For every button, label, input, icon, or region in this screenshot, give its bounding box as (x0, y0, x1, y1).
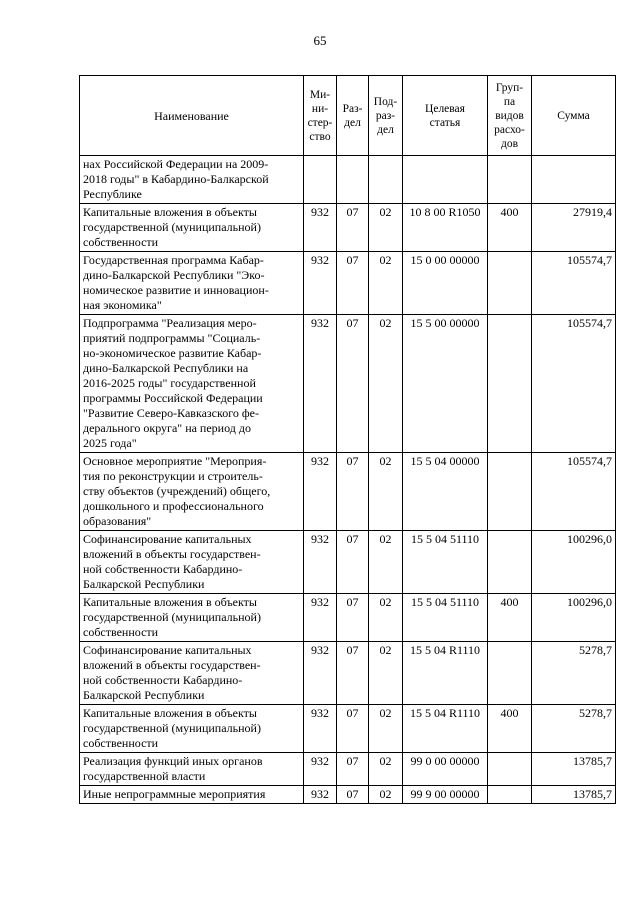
cell-expense-group (488, 315, 532, 453)
cell-section: 07 (337, 594, 369, 642)
cell-expense-group (488, 531, 532, 594)
header-section: Раз- дел (337, 76, 369, 156)
cell-name: Капитальные вложения в объекты государственной (муниципальной) собственности (80, 204, 304, 252)
cell-section: 07 (337, 531, 369, 594)
cell-section: 07 (337, 252, 369, 315)
cell-name: Государственная программа Кабар- дино-Балкарской Республики "Эко- номическое развитие и инновацион- ная экономика" (80, 252, 304, 315)
cell-target-article: 99 9 00 00000 (403, 786, 488, 804)
table-row (80, 642, 616, 705)
cell-ministry: 932 (304, 204, 337, 252)
cell-ministry: 932 (304, 531, 337, 594)
budget-table (79, 75, 616, 804)
cell-subsection: 02 (369, 642, 403, 705)
cell-target-article (403, 156, 488, 204)
cell-sum: 13785,7 (532, 753, 616, 786)
header-sum: Сумма (532, 76, 616, 156)
header-name: Наименование (80, 76, 304, 156)
table-row (80, 594, 616, 642)
header-expense-group: Груп- па видов расхо- дов (488, 76, 532, 156)
cell-section (337, 156, 369, 204)
cell-expense-group: 400 (488, 594, 532, 642)
cell-target-article: 15 0 00 00000 (403, 252, 488, 315)
cell-name: Софинансирование капитальных вложений в объекты государствен- ной собственности Кабардино- Балкарской Республики (80, 642, 304, 705)
cell-ministry: 932 (304, 453, 337, 531)
table-header-row (80, 76, 616, 156)
cell-name: Иные непрограммные мероприятия (80, 786, 304, 804)
cell-target-article: 15 5 04 51110 (403, 594, 488, 642)
table-row (80, 453, 616, 531)
page-number: 65 (313, 33, 327, 48)
cell-ministry: 932 (304, 252, 337, 315)
cell-subsection: 02 (369, 594, 403, 642)
cell-sum: 105574,7 (532, 315, 616, 453)
table-row (80, 204, 616, 252)
cell-section: 07 (337, 642, 369, 705)
header-target-article: Целевая статья (403, 76, 488, 156)
header-ministry: Ми- ни- стер- ство (304, 76, 337, 156)
cell-ministry (304, 156, 337, 204)
cell-sum: 100296,0 (532, 531, 616, 594)
cell-name: Подпрограмма "Реализация меро- приятий подпрограммы "Социаль- но-экономическое развитие Кабар- дино-Балкарской Республики на 2016-2025 годы" государственной программы Российской Федерации "Развитие Северо-Кавказского фе- дерального округа" на период до 2025 года" (80, 315, 304, 453)
cell-section: 07 (337, 204, 369, 252)
cell-expense-group: 400 (488, 204, 532, 252)
cell-name: Капитальные вложения в объекты государственной (муниципальной) собственности (80, 594, 304, 642)
cell-ministry: 932 (304, 642, 337, 705)
cell-target-article: 15 5 00 00000 (403, 315, 488, 453)
table-row (80, 156, 616, 204)
cell-ministry: 932 (304, 315, 337, 453)
cell-subsection: 02 (369, 786, 403, 804)
cell-sum: 100296,0 (532, 594, 616, 642)
cell-section: 07 (337, 315, 369, 453)
cell-subsection: 02 (369, 753, 403, 786)
cell-subsection (369, 156, 403, 204)
cell-subsection: 02 (369, 705, 403, 753)
cell-target-article: 15 5 04 R1110 (403, 642, 488, 705)
cell-section: 07 (337, 753, 369, 786)
cell-ministry: 932 (304, 753, 337, 786)
cell-target-article: 15 5 04 51110 (403, 531, 488, 594)
cell-target-article: 99 0 00 00000 (403, 753, 488, 786)
cell-name: нах Российской Федерации на 2009- 2018 годы" в Кабардино-Балкарской Республике (80, 156, 304, 204)
header-subsection: Под- раз- дел (369, 76, 403, 156)
cell-name: Софинансирование капитальных вложений в объекты государствен- ной собственности Кабардино- Балкарской Республики (80, 531, 304, 594)
cell-ministry: 932 (304, 705, 337, 753)
cell-sum: 105574,7 (532, 453, 616, 531)
cell-target-article: 10 8 00 R1050 (403, 204, 488, 252)
table-row (80, 315, 616, 453)
cell-subsection: 02 (369, 531, 403, 594)
cell-sum: 13785,7 (532, 786, 616, 804)
cell-subsection: 02 (369, 453, 403, 531)
cell-sum: 27919,4 (532, 204, 616, 252)
table-body (80, 156, 616, 804)
cell-subsection: 02 (369, 204, 403, 252)
cell-target-article: 15 5 04 R1110 (403, 705, 488, 753)
cell-expense-group (488, 252, 532, 315)
cell-expense-group: 400 (488, 705, 532, 753)
table-row (80, 252, 616, 315)
table-row (80, 705, 616, 753)
cell-name: Реализация функций иных органов государственной власти (80, 753, 304, 786)
cell-section: 07 (337, 786, 369, 804)
cell-subsection: 02 (369, 315, 403, 453)
cell-target-article: 15 5 04 00000 (403, 453, 488, 531)
cell-expense-group (488, 753, 532, 786)
table-row (80, 786, 616, 804)
cell-sum (532, 156, 616, 204)
cell-subsection: 02 (369, 252, 403, 315)
cell-expense-group (488, 786, 532, 804)
cell-ministry: 932 (304, 786, 337, 804)
cell-expense-group (488, 642, 532, 705)
cell-name: Капитальные вложения в объекты государственной (муниципальной) собственности (80, 705, 304, 753)
table-row (80, 531, 616, 594)
cell-expense-group (488, 453, 532, 531)
cell-sum: 105574,7 (532, 252, 616, 315)
cell-ministry: 932 (304, 594, 337, 642)
cell-section: 07 (337, 453, 369, 531)
cell-sum: 5278,7 (532, 705, 616, 753)
cell-name: Основное мероприятие "Мероприя- тия по реконструкции и строитель- ству объектов (учреждений) общего, дошкольного и профессионального образования" (80, 453, 304, 531)
table-row (80, 753, 616, 786)
cell-sum: 5278,7 (532, 642, 616, 705)
cell-section: 07 (337, 705, 369, 753)
cell-expense-group (488, 156, 532, 204)
